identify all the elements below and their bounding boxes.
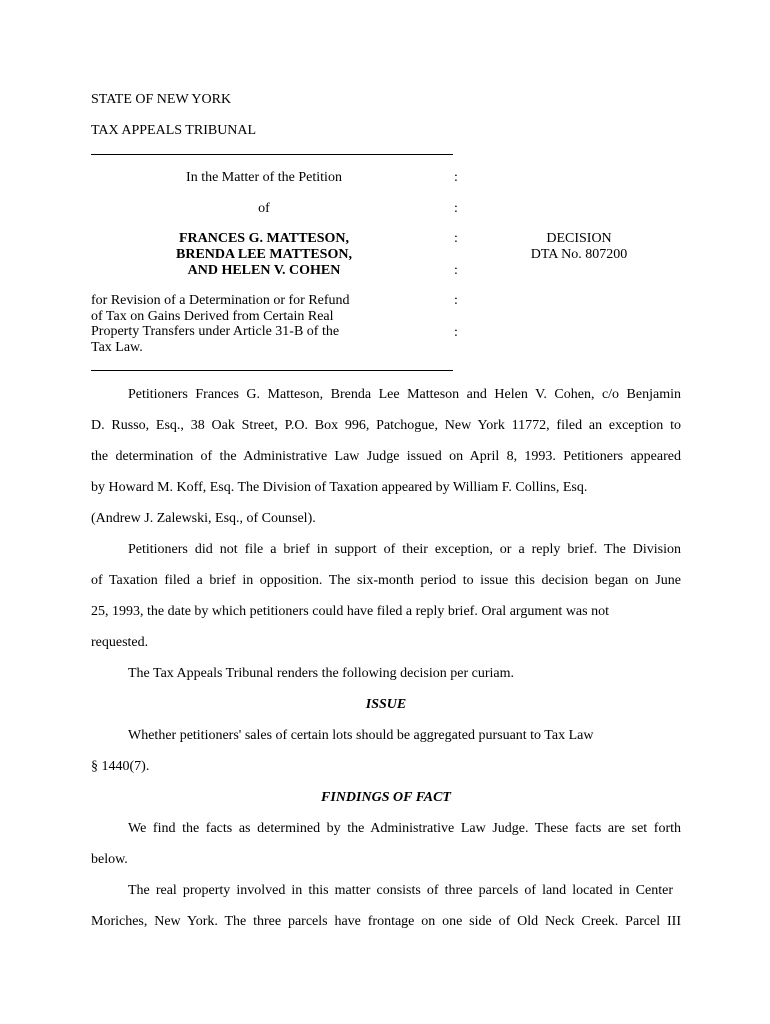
findings-heading: FINDINGS OF FACT bbox=[321, 790, 451, 805]
body-line: Moriches, New York. The three parcels have frontage on one side of Old Neck Creek. Parcel III bbox=[91, 914, 681, 929]
petitioner-name: BRENDA LEE MATTESON, bbox=[176, 247, 352, 262]
caption-colon: : bbox=[454, 170, 458, 185]
dta-number: DTA No. 807200 bbox=[530, 247, 628, 262]
caption-of: of bbox=[258, 201, 270, 216]
body-line: of Taxation filed a brief in opposition. The six-month period to issue this decision began on June bbox=[91, 573, 681, 588]
purpose-line: of Tax on Gains Derived from Certain Real bbox=[91, 308, 334, 324]
body-line: (Andrew J. Zalewski, Esq., of Counsel). bbox=[91, 511, 316, 526]
caption-colon: : bbox=[454, 231, 458, 246]
body-line: Whether petitioners' sales of certain lots should be aggregated pursuant to Tax Law bbox=[128, 728, 594, 743]
body-line: the determination of the Administrative Law Judge issued on April 8, 1993. Petitioners appeared bbox=[91, 449, 681, 464]
issue-heading: ISSUE bbox=[365, 697, 407, 712]
body-line: Petitioners Frances G. Matteson, Brenda Lee Matteson and Helen V. Cohen, c/o Benjamin bbox=[128, 387, 681, 402]
caption-purpose bbox=[91, 293, 391, 355]
body-line: § 1440(7). bbox=[91, 759, 150, 774]
body-line: The Tax Appeals Tribunal renders the following decision per curiam. bbox=[128, 666, 515, 681]
tribunal-heading: TAX APPEALS TRIBUNAL bbox=[91, 123, 257, 138]
body-line: We find the facts as determined by the Administrative Law Judge. These facts are set forth bbox=[128, 821, 681, 836]
caption-colon: : bbox=[454, 325, 458, 340]
body-line: below. bbox=[91, 852, 128, 867]
purpose-line: Property Transfers under Article 31-B of the bbox=[91, 324, 340, 339]
caption-top-rule bbox=[91, 154, 453, 155]
decision-label: DECISION bbox=[546, 231, 612, 246]
petitioner-name: AND HELEN V. COHEN bbox=[187, 263, 341, 278]
caption-colon: : bbox=[454, 293, 458, 308]
body-line: D. Russo, Esq., 38 Oak Street, P.O. Box 996, Patchogue, New York 11772, filed an exception to bbox=[91, 418, 681, 433]
caption-bottom-rule bbox=[91, 370, 453, 371]
caption-colon: : bbox=[454, 263, 458, 278]
state-heading: STATE OF NEW YORK bbox=[91, 92, 232, 107]
body-line: 25, 1993, the date by which petitioners could have filed a reply brief. Oral argument was not bbox=[91, 604, 609, 619]
caption-matter: In the Matter of the Petition bbox=[186, 170, 342, 185]
purpose-line: Tax Law. bbox=[91, 339, 143, 355]
body-line: by Howard M. Koff, Esq. The Division of Taxation appeared by William F. Collins, Esq. bbox=[91, 480, 588, 495]
body-line: requested. bbox=[91, 635, 149, 650]
petitioner-name: FRANCES G. MATTESON, bbox=[178, 231, 350, 246]
caption-colon: : bbox=[454, 201, 458, 216]
body-line: Petitioners did not file a brief in support of their exception, or a reply brief. The Division bbox=[128, 542, 681, 557]
body-line: The real property involved in this matter consists of three parcels of land located in Center bbox=[128, 883, 673, 898]
purpose-line: for Revision of a Determination or for Refund bbox=[91, 293, 350, 308]
